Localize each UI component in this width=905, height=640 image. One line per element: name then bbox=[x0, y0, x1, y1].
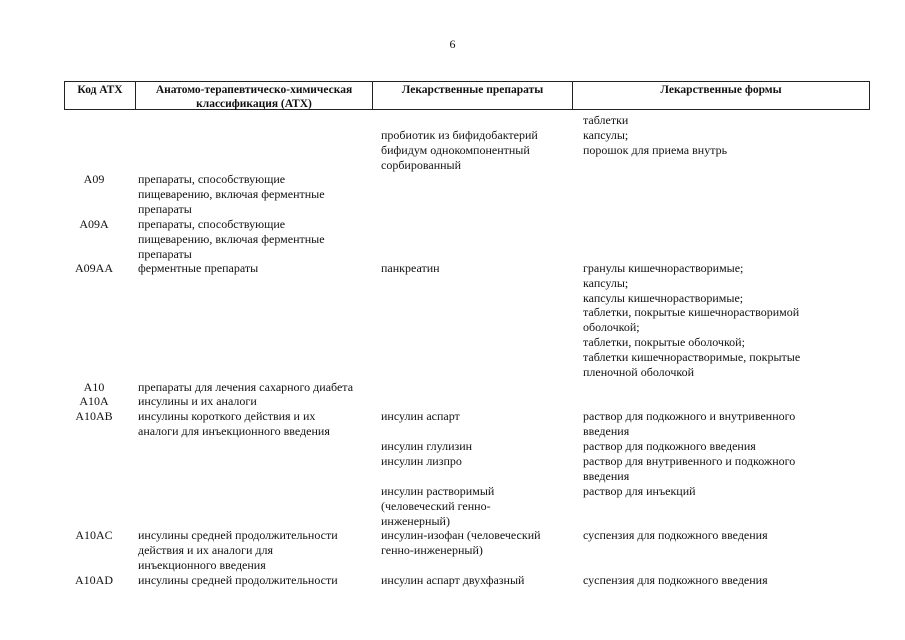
header-forms-label: Лекарственные формы bbox=[660, 84, 782, 96]
cell-forms-line: оболочкой; bbox=[583, 320, 640, 335]
cell-drug-line: панкреатин bbox=[381, 261, 440, 275]
cell-drug-line: генно-инженерный) bbox=[381, 542, 483, 557]
cell-drug-line: инсулин аспарт bbox=[381, 409, 460, 423]
cell-class-line: инъекционного введения bbox=[138, 557, 266, 572]
cell-forms-line: пленочной оболочкой bbox=[583, 364, 695, 379]
page-number: 6 bbox=[449, 37, 456, 51]
cell-forms-line: капсулы кишечнорастворимые; bbox=[583, 290, 744, 305]
header-classification-line1: Анатомо-терапевтическо-химическая bbox=[155, 84, 353, 96]
cell-atc-code: A09 bbox=[83, 172, 105, 186]
cell-drug-line: (человеческий генно- bbox=[381, 498, 491, 513]
cell-class-line: аналоги для инъекционного введения bbox=[138, 423, 330, 438]
cell-forms-line: введения bbox=[583, 423, 630, 438]
cell-class-line: инсулины и их аналоги bbox=[138, 394, 257, 408]
cell-class-line: инсулины короткого действия и их bbox=[138, 409, 316, 423]
cell-forms-line: суспензия для подкожного введения bbox=[583, 528, 768, 542]
cell-class-line: инсулины средней продолжительности bbox=[138, 528, 338, 542]
cell-atc-code: A10 bbox=[83, 380, 105, 394]
cell-forms-line: таблетки кишечнорастворимые, покрытые bbox=[583, 349, 801, 364]
cell-drug-line: инженерный) bbox=[381, 513, 450, 528]
cell-atc-code: A10A bbox=[79, 394, 109, 408]
cell-drug-line: инсулин-изофан (человеческий bbox=[381, 528, 541, 542]
header-drugs-label: Лекарственные препараты bbox=[401, 84, 544, 96]
cell-class-line: пищеварению, включая ферментные bbox=[138, 186, 325, 201]
cell-drug-line: инсулин аспарт двухфазный bbox=[381, 573, 525, 587]
cell-forms-line: раствор для инъекций bbox=[583, 484, 696, 498]
cell-drug-line: инсулин лизпро bbox=[381, 454, 462, 468]
cell-drug-line: пробиотик из бифидобактерий bbox=[381, 128, 538, 142]
cell-forms-line: раствор для подкожного и внутривенного bbox=[583, 409, 796, 423]
header-code-label: Код АТХ bbox=[77, 84, 123, 96]
cell-class-line: препараты, способствующие bbox=[138, 172, 286, 186]
cell-atc-code: A09AA bbox=[75, 261, 113, 275]
cell-forms-line: гранулы кишечнорастворимые; bbox=[583, 261, 744, 275]
cell-class-line: ферментные препараты bbox=[138, 261, 259, 275]
cell-forms-line: капсулы; bbox=[583, 275, 629, 290]
cell-forms-line: суспензия для подкожного введения bbox=[583, 573, 768, 587]
cell-forms-line: таблетки, покрытые кишечнорастворимой bbox=[583, 305, 800, 320]
cell-atc-code: A10AC bbox=[75, 528, 113, 542]
cell-forms-line: таблетки, покрытые оболочкой; bbox=[583, 335, 745, 349]
cell-class-line: препараты для лечения сахарного диабета bbox=[138, 380, 354, 394]
cell-drug-line: сорбированный bbox=[381, 157, 462, 172]
cell-forms-line: порошок для приема внутрь bbox=[583, 142, 728, 157]
cell-forms-line: раствор для подкожного введения bbox=[583, 439, 756, 453]
cell-forms-line: капсулы; bbox=[583, 128, 629, 142]
cell-class-line: инсулины средней продолжительности bbox=[138, 573, 338, 587]
cell-class-line: препараты bbox=[138, 246, 192, 261]
cell-forms-line: введения bbox=[583, 468, 630, 483]
cell-forms-line: таблетки bbox=[583, 113, 629, 127]
cell-class-line: препараты bbox=[138, 201, 192, 216]
cell-class-line: препараты, способствующие bbox=[138, 217, 286, 231]
cell-forms-line: раствор для внутривенного и подкожного bbox=[583, 454, 796, 468]
cell-atc-code: A09A bbox=[79, 217, 109, 231]
cell-atc-code: A10AB bbox=[75, 409, 113, 423]
cell-class-line: пищеварению, включая ферментные bbox=[138, 231, 325, 246]
cell-drug-line: инсулин растворимый bbox=[381, 484, 495, 498]
cell-class-line: действия и их аналоги для bbox=[138, 542, 273, 557]
header-classification-line2: классификация (АТХ) bbox=[196, 98, 312, 110]
cell-drug-line: инсулин глулизин bbox=[381, 439, 473, 453]
cell-atc-code: A10AD bbox=[75, 573, 113, 587]
cell-drug-line: бифидум однокомпонентный bbox=[381, 142, 530, 157]
